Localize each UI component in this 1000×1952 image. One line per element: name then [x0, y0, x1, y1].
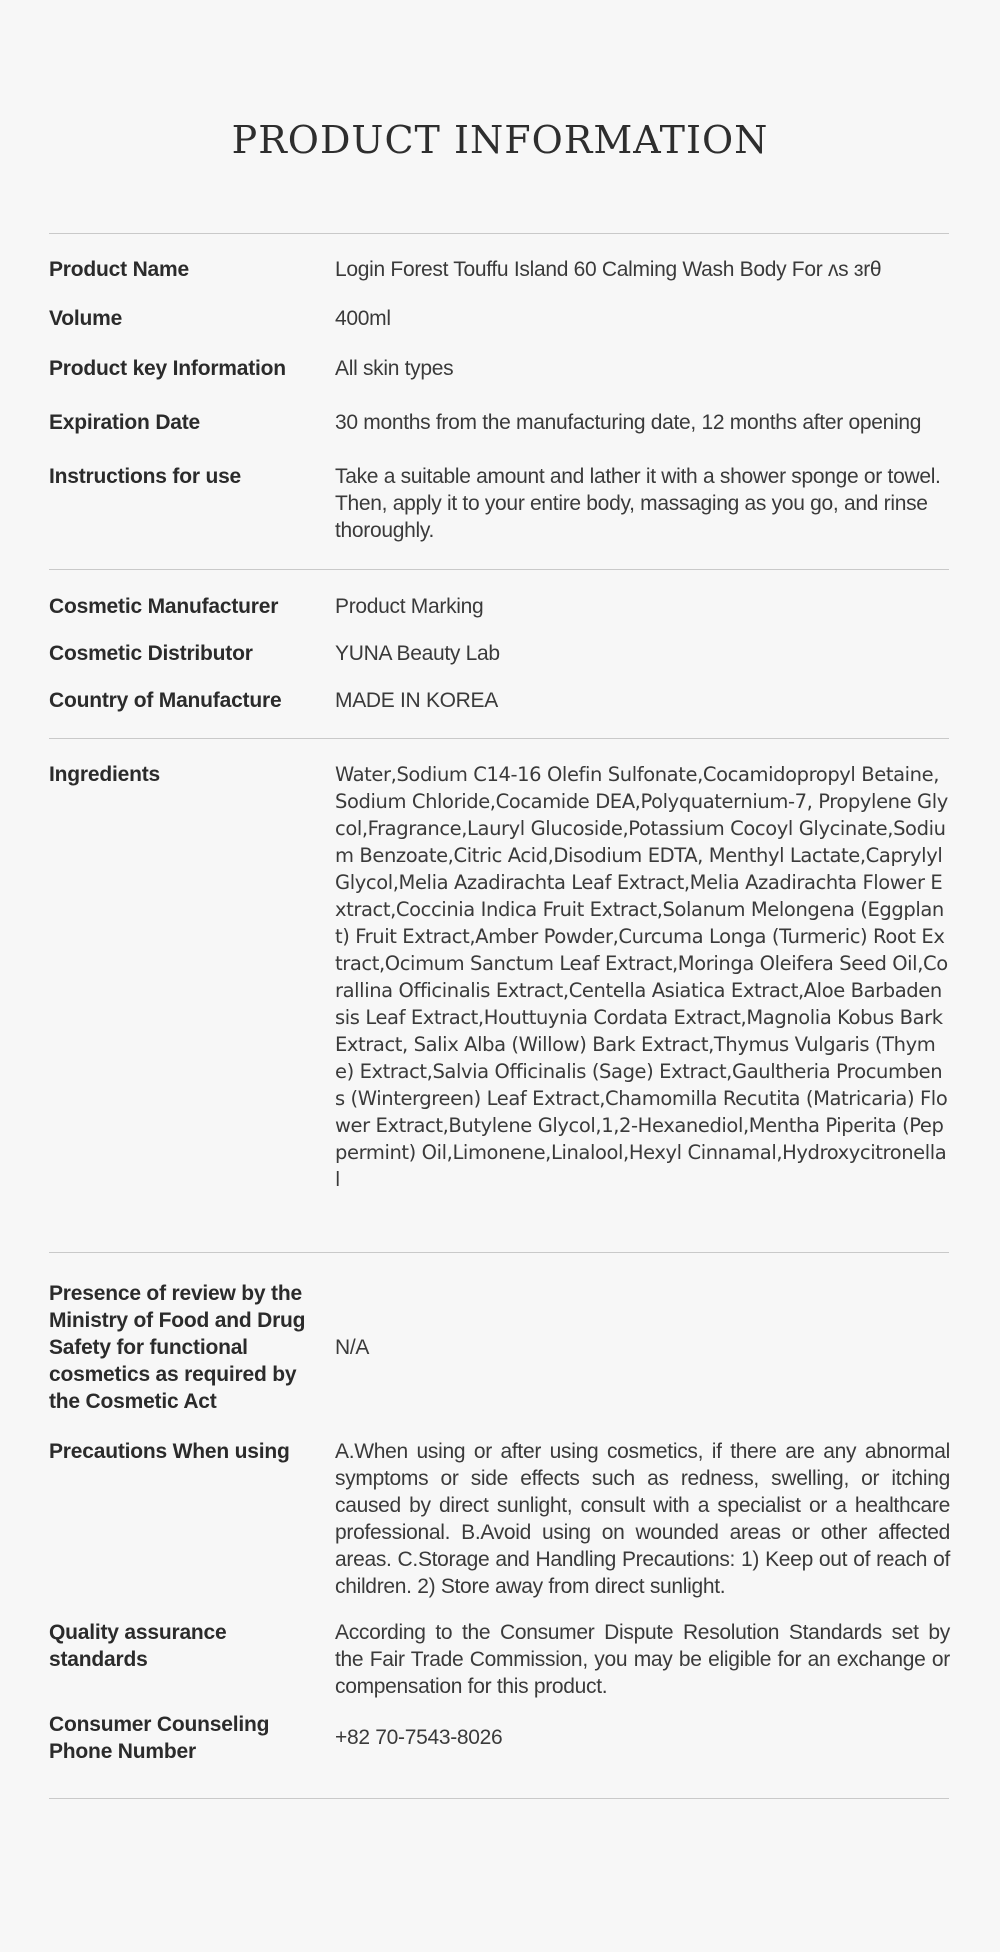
quality-value: According to the Consumer Dispute Resolution Standards set by the Fair Trade Commission, you may be eligible for an exchange or compensation for this product. [335, 1621, 950, 1698]
expiration-label: Expiration Date [49, 411, 201, 434]
country-value: MADE IN KOREA [335, 689, 498, 712]
expiration-value: 30 months from the manufacturing date, 12 months after opening [335, 411, 922, 434]
divider [49, 1798, 949, 1799]
product-name-value: Login Forest Touffu Island 60 Calming Wash Body For ʌs ɜrθ [335, 258, 882, 281]
manufacturer-label: Cosmetic Manufacturer [49, 595, 279, 618]
key-info-value: All skin types [335, 357, 454, 380]
instructions-value: Take a suitable amount and lather it with a shower sponge or towel. Then, apply it to your entire body, massaging as you go, and rinse thoroughly. [335, 465, 941, 542]
distributor-value: YUNA Beauty Lab [335, 642, 500, 665]
phone-value: +82 70-7543-8026 [335, 1726, 503, 1749]
page-title: PRODUCT INFORMATION [231, 118, 769, 162]
volume-value: 400ml [335, 307, 391, 330]
distributor-label: Cosmetic Distributor [49, 642, 253, 665]
product-name-label: Product Name [49, 258, 189, 281]
divider [49, 569, 949, 570]
divider [49, 1252, 949, 1253]
precautions-label: Precautions When using [49, 1440, 290, 1463]
divider [49, 738, 949, 739]
ingredients-label: Ingredients [49, 763, 160, 786]
instructions-label: Instructions for use [49, 465, 242, 488]
volume-label: Volume [49, 307, 123, 330]
precautions-value: A.When using or after using cosmetics, if there are any abnormal symptoms or side effects such as redness, swelling, or itching caused by direct sunlight, consult with a specialist or a healthcare professional. B.Avoid using on wounded areas or other affected areas. C.Storage and Handling Precautions: 1) Keep out of reach of children. 2) Store away from direct sunlight. [335, 1440, 950, 1598]
key-info-label: Product key Information [49, 357, 286, 380]
country-label: Country of Manufacture [49, 689, 282, 712]
review-label: Presence of review by the Ministry of Food and Drug Safety for functional cosmetics as required by the Cosmetic Act [49, 1282, 306, 1413]
manufacturer-value: Product Marking [335, 595, 484, 618]
quality-label: Quality assurance standards [49, 1621, 227, 1671]
review-value: N/A [335, 1336, 370, 1359]
phone-label: Consumer Counseling Phone Number [49, 1713, 270, 1763]
ingredients-value: Water,Sodium C14-16 Olefin Sulfonate,Cocamidopropyl Betaine,Sodium Chloride,Cocamide DEA,Polyquaternium-7, Propylene Glycol,Fragrance,Lauryl Glucoside,Potassium Cocoyl Glycinate,Sodium Benzoate,Citric Acid,Disodium EDTA, Menthyl Lactate,Caprylyl Glycol,Melia Azadirachta Leaf Extract,Melia Azadirachta Flower Extract,Coccinia Indica Fruit Extract,Solanum Melongena (Eggplant) Fruit Extract,Amber Powder,Curcuma Longa (Turmeric) Root Extract,Ocimum Sanctum Leaf Extract,Moringa Oleifera Seed Oil,Corallina Officinalis Extract,Centella Asiatica Extract,Aloe Barbadensis Leaf Extract,Houttuynia Cordata Extract,Magnolia Kobus Bark Extract, Salix Alba (Willow) Bark Extract,Thymus Vulgaris (Thyme) Extract,Salvia Officinalis (Sage) Extract,Gaultheria Procumbens (Wintergreen) Leaf Extract,Chamomilla Recutita (Matricaria) Flower Extract,Butylene Glycol,1,2-Hexanediol,Mentha Piperita (Peppermint) Oil,Limonene,Linalool,Hexyl Cinnamal,Hydroxycitronellal [335, 763, 948, 1191]
divider [49, 233, 949, 234]
